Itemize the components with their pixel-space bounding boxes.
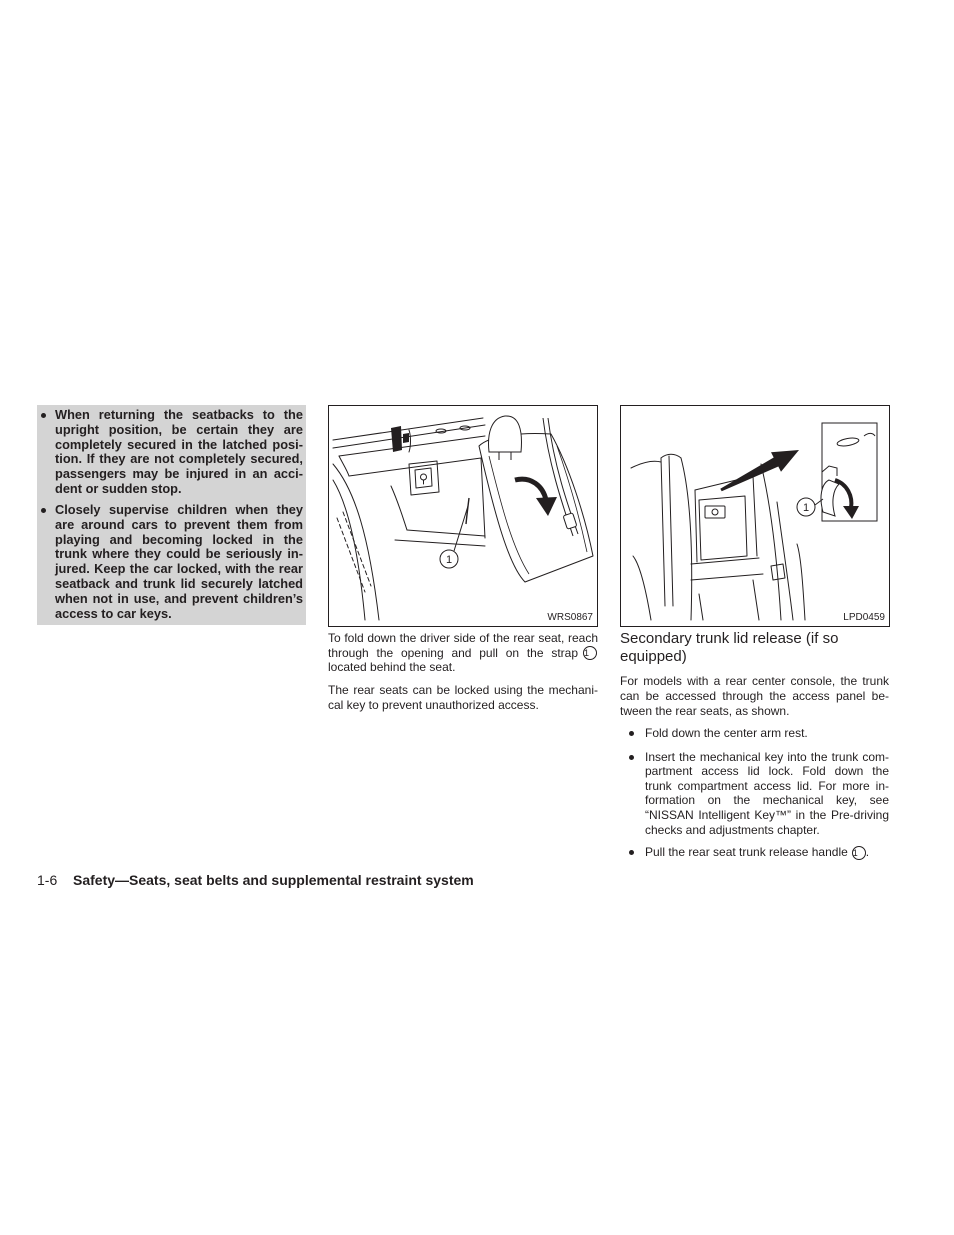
text-line: trunk compartment access lid. For more in-: [645, 778, 889, 793]
callout-number: 1: [445, 554, 453, 566]
text-line: “NISSAN Intelligent Key™” in the Pre-driving: [645, 808, 889, 823]
text-line: When returning the seatbacks to the: [55, 407, 303, 422]
text-line: Insert the mechanical key into the trunk com-: [645, 749, 889, 764]
step-pull-handle: [645, 845, 889, 860]
text-line: tion. If they are not completely secured,: [55, 451, 303, 467]
text-line: through the opening and pull on the strap: [328, 645, 578, 660]
figure-code: LPD0459: [843, 612, 885, 623]
section-heading: [620, 630, 890, 666]
circled-callout-marker: 1: [583, 646, 597, 660]
heading-line: equipped): [620, 648, 687, 665]
text-line: trunk where they could be seriously in-: [55, 546, 303, 562]
bullet-marker: [629, 731, 634, 736]
text-line: Pull the rear seat trunk release handle: [645, 844, 848, 859]
lock-paragraph: [328, 683, 598, 712]
text-line: dent or sudden stop.: [55, 480, 182, 496]
text-line: upright position, be certain they are: [55, 421, 303, 437]
text-line: playing and becoming locked in the: [55, 531, 303, 547]
text-line: located behind the seat.: [328, 660, 456, 675]
text-line: cal key to prevent unauthorized access.: [328, 697, 539, 712]
text-line: Closely supervise children when they: [55, 502, 303, 517]
text-suffix: .: [865, 844, 870, 859]
warning-bullet-seatbacks: [55, 408, 303, 497]
figure-rear-seat-fold: [328, 405, 598, 627]
step-insert-key: [645, 750, 889, 838]
bullet-marker: [629, 850, 634, 855]
text-line: completely secured in the latched posi-: [55, 436, 303, 452]
callout-number: 1: [802, 502, 810, 514]
text-line: checks and adjustments chapter.: [645, 822, 820, 837]
text-line: formation on the mechanical key, see: [645, 793, 889, 808]
step-fold-armrest: [645, 726, 889, 741]
text-line: partment access lid lock. Fold down the: [645, 764, 889, 779]
text-line: can be accessed through the access panel be-: [620, 688, 889, 703]
text-line: jured. Keep the car locked, with the rear: [55, 561, 303, 577]
fold-down-paragraph: [328, 631, 598, 675]
circled-callout-marker: 1: [852, 846, 866, 860]
text-line: Fold down the center arm rest.: [645, 725, 808, 740]
text-line: tween the rear seats, as shown.: [620, 703, 790, 718]
bullet-marker: [629, 755, 634, 760]
text-line: For models with a rear center console, the trunk: [620, 673, 889, 688]
page-footer: [37, 872, 474, 888]
text-line: seatback and trunk lid securely latched: [55, 575, 303, 591]
section-title: Safety—Seats, seat belts and supplemental restraint system: [73, 872, 474, 888]
figure-code: WRS0867: [547, 612, 593, 623]
intro-paragraph: [620, 674, 889, 719]
text-line-with-marker: [328, 646, 598, 661]
figure-trunk-release: [620, 405, 890, 627]
text-line: access to car keys.: [55, 605, 172, 621]
text-line: The rear seats can be locked using the mechani-: [328, 683, 598, 697]
text-line: are around cars to prevent them from: [55, 516, 303, 532]
trunk-release-illustration: [621, 406, 889, 626]
rear-seat-illustration: [329, 406, 597, 626]
bullet-marker: [41, 508, 46, 513]
text-line: To fold down the driver side of the rear seat, reach: [328, 631, 598, 645]
text-line-with-marker: [645, 845, 889, 860]
text-line: passengers may be injured in an acci-: [55, 466, 303, 482]
heading-line: Secondary trunk lid release (if so: [620, 630, 839, 647]
page-number: 1-6: [37, 872, 58, 888]
bullet-marker: [41, 413, 46, 418]
warning-bullet-children: [55, 503, 303, 621]
text-line: when not in use, and prevent children’s: [55, 590, 303, 606]
